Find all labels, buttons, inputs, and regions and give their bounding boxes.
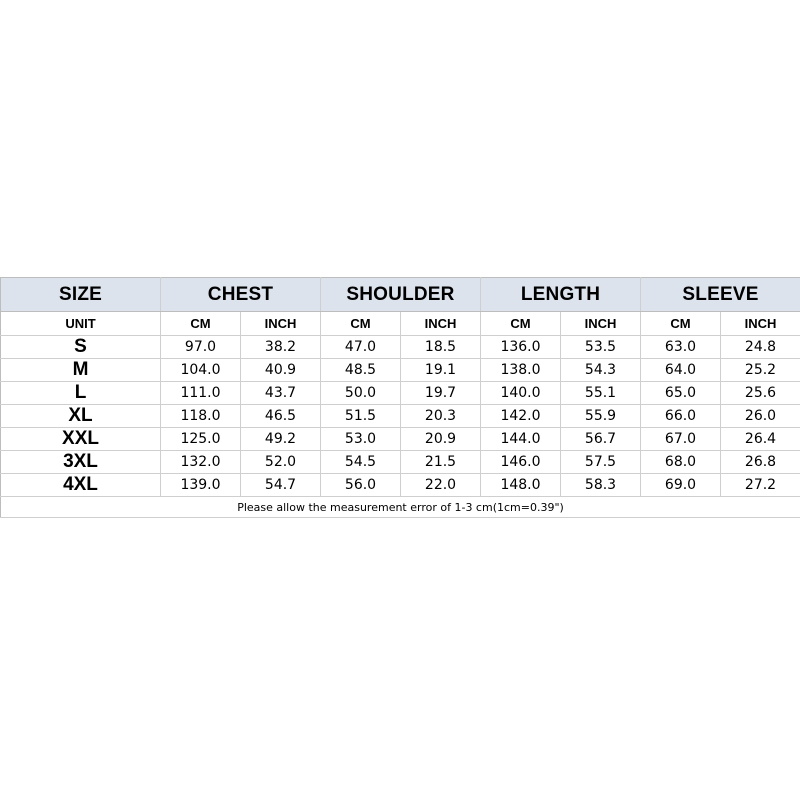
value-cell: 55.9: [561, 405, 641, 428]
size-cell: 3XL: [1, 451, 161, 474]
size-cell: L: [1, 382, 161, 405]
value-cell: 20.9: [401, 428, 481, 451]
value-cell: 67.0: [641, 428, 721, 451]
value-cell: 20.3: [401, 405, 481, 428]
value-cell: 54.5: [321, 451, 401, 474]
unit-label: UNIT: [1, 312, 161, 336]
value-cell: 21.5: [401, 451, 481, 474]
table-row: [1, 474, 800, 497]
header-size: SIZE: [1, 278, 161, 312]
size-cell: XXL: [1, 428, 161, 451]
value-cell: 125.0: [161, 428, 241, 451]
table-row: [1, 451, 800, 474]
unit-cell: INCH: [561, 312, 641, 336]
value-cell: 52.0: [241, 451, 321, 474]
value-cell: 54.7: [241, 474, 321, 497]
unit-cell: CM: [161, 312, 241, 336]
value-cell: 53.5: [561, 336, 641, 359]
unit-cell: CM: [321, 312, 401, 336]
table-row: [1, 359, 800, 382]
value-cell: 40.9: [241, 359, 321, 382]
unit-cell: INCH: [721, 312, 800, 336]
header-chest: CHEST: [161, 278, 321, 312]
measurement-note: Please allow the measurement error of 1-3 cm(1cm=0.39"): [1, 497, 800, 518]
value-cell: 18.5: [401, 336, 481, 359]
table-row: [1, 382, 800, 405]
size-cell: M: [1, 359, 161, 382]
value-cell: 46.5: [241, 405, 321, 428]
unit-cell: CM: [641, 312, 721, 336]
unit-cell: INCH: [401, 312, 481, 336]
value-cell: 142.0: [481, 405, 561, 428]
header-shoulder: SHOULDER: [321, 278, 481, 312]
value-cell: 19.7: [401, 382, 481, 405]
value-cell: 49.2: [241, 428, 321, 451]
value-cell: 43.7: [241, 382, 321, 405]
size-cell: 4XL: [1, 474, 161, 497]
value-cell: 136.0: [481, 336, 561, 359]
value-cell: 63.0: [641, 336, 721, 359]
value-cell: 68.0: [641, 451, 721, 474]
unit-cell: CM: [481, 312, 561, 336]
value-cell: 118.0: [161, 405, 241, 428]
value-cell: 66.0: [641, 405, 721, 428]
value-cell: 146.0: [481, 451, 561, 474]
table-row: [1, 428, 800, 451]
value-cell: 65.0: [641, 382, 721, 405]
table-row: [1, 405, 800, 428]
note-row: [1, 497, 800, 518]
value-cell: 27.2: [721, 474, 800, 497]
value-cell: 55.1: [561, 382, 641, 405]
value-cell: 148.0: [481, 474, 561, 497]
table-row: [1, 336, 800, 359]
value-cell: 24.8: [721, 336, 800, 359]
value-cell: 26.0: [721, 405, 800, 428]
value-cell: 132.0: [161, 451, 241, 474]
value-cell: 140.0: [481, 382, 561, 405]
value-cell: 47.0: [321, 336, 401, 359]
value-cell: 69.0: [641, 474, 721, 497]
unit-cell: INCH: [241, 312, 321, 336]
header-length: LENGTH: [481, 278, 641, 312]
value-cell: 104.0: [161, 359, 241, 382]
value-cell: 51.5: [321, 405, 401, 428]
value-cell: 25.6: [721, 382, 800, 405]
value-cell: 57.5: [561, 451, 641, 474]
unit-row: [1, 312, 800, 336]
size-cell: S: [1, 336, 161, 359]
value-cell: 54.3: [561, 359, 641, 382]
value-cell: 144.0: [481, 428, 561, 451]
value-cell: 38.2: [241, 336, 321, 359]
value-cell: 139.0: [161, 474, 241, 497]
value-cell: 97.0: [161, 336, 241, 359]
size-chart-table: [0, 277, 800, 518]
value-cell: 138.0: [481, 359, 561, 382]
value-cell: 19.1: [401, 359, 481, 382]
value-cell: 58.3: [561, 474, 641, 497]
header-sleeve: SLEEVE: [641, 278, 800, 312]
value-cell: 26.8: [721, 451, 800, 474]
size-cell: XL: [1, 405, 161, 428]
value-cell: 111.0: [161, 382, 241, 405]
value-cell: 56.0: [321, 474, 401, 497]
value-cell: 22.0: [401, 474, 481, 497]
value-cell: 25.2: [721, 359, 800, 382]
value-cell: 50.0: [321, 382, 401, 405]
value-cell: 53.0: [321, 428, 401, 451]
header-row: [1, 278, 800, 312]
value-cell: 56.7: [561, 428, 641, 451]
value-cell: 26.4: [721, 428, 800, 451]
value-cell: 64.0: [641, 359, 721, 382]
value-cell: 48.5: [321, 359, 401, 382]
